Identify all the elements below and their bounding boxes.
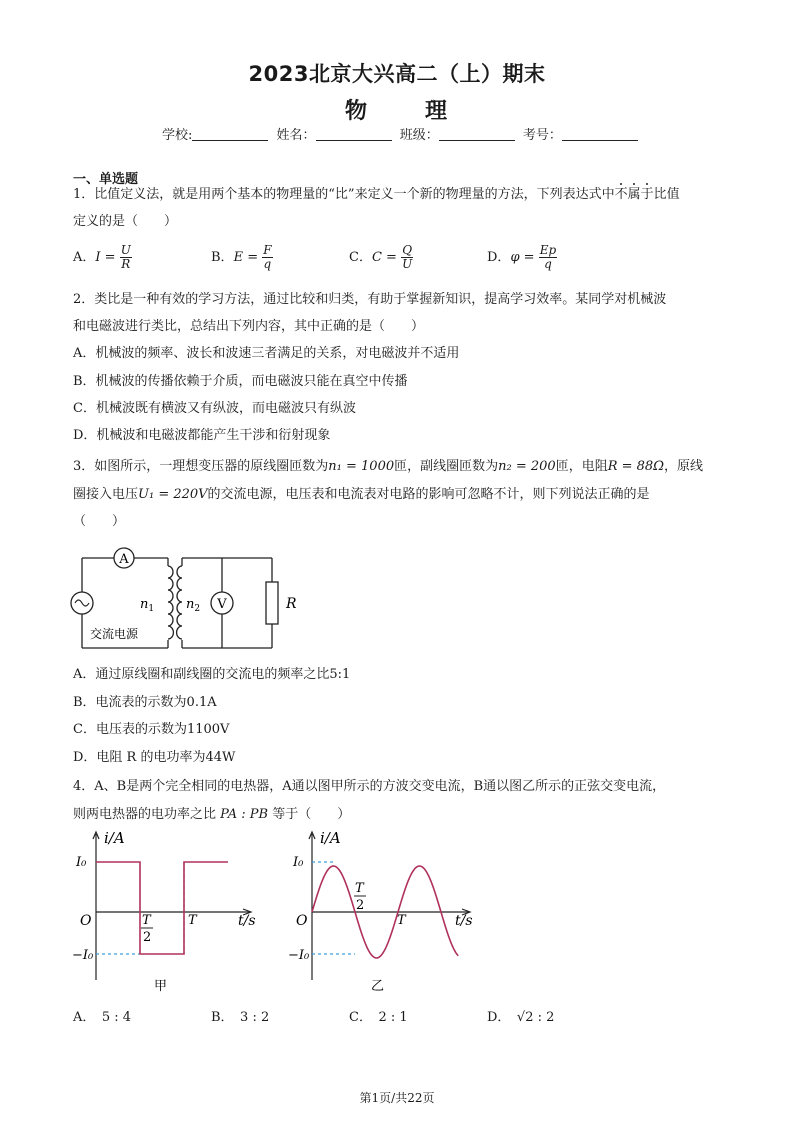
period-label: T xyxy=(397,913,406,928)
pos-amplitude-label: I₀ xyxy=(76,855,87,870)
q3-stem-line2: 圈接入电压U₁ = 220V的交流电源，电压表和电流表对电路的影响可忽略不计，则下列说法正确的是 xyxy=(73,487,650,502)
q2-stem-line1: 2．类比是一种有效的学习方法，通过比较和归类，有助于掌握新知识，提高学习效率。某同学对机械波 xyxy=(73,292,667,307)
q2-stem-line2: 和电磁波进行类比，总结出下列内容，其中正确的是（ ） xyxy=(73,319,425,334)
half-period-num: T xyxy=(142,913,151,928)
q3-option-d[interactable]: D．电阻 R 的电功率为44W xyxy=(73,750,236,765)
q1-option-b[interactable]: B．E = $\frac{F}{q}$ xyxy=(211,243,272,271)
subject-char-1: 物 xyxy=(344,98,369,124)
q1-options xyxy=(73,244,773,278)
subject-char-2: 理 xyxy=(425,98,450,124)
emphasis-char: 于 xyxy=(640,187,654,202)
name-label: 姓名： xyxy=(276,128,316,143)
q1-option-c[interactable]: C．C = $\frac{Q}{U}$ xyxy=(349,243,413,271)
q1-stem-line1: 1．比值定义法，就是用两个基本的物理量的“比”来定义一个新的物理量的方法，下列表达式中不属于比值 xyxy=(73,187,680,202)
q3-stem-line1: 3．如图所示，一理想变压器的原线圈匝数为n₁ = 1000匝，副线圈匝数为n₂ = 200匝，电阻R = 88Ω，原线 xyxy=(73,459,703,474)
ammeter-label: A xyxy=(119,552,129,567)
sine-wave-graph xyxy=(285,826,485,998)
emphasis-char: 不 xyxy=(614,187,628,202)
origin-label: O xyxy=(80,913,92,929)
origin-label: O xyxy=(296,913,308,929)
q1-option-d[interactable]: D．φ = $\frac{Ep}{q}$ xyxy=(487,243,557,271)
exam-subject xyxy=(0,94,794,125)
class-blank[interactable] xyxy=(439,127,515,141)
q1-option-a[interactable]: A．I = $\frac{U}{R}$ xyxy=(73,243,131,271)
half-period-den: 2 xyxy=(356,898,365,913)
neg-amplitude-label: −I₀ xyxy=(72,948,94,963)
pos-amplitude-label: I₀ xyxy=(293,855,304,870)
emphasis-char: 属 xyxy=(627,187,641,202)
exam-no-label: 考号： xyxy=(522,128,562,143)
page-footer: 第1页/共22页 xyxy=(359,1091,435,1105)
q4-option-c[interactable]: C． 2 : 1 xyxy=(349,1010,408,1025)
student-info-line xyxy=(162,124,642,143)
class-label: 班级： xyxy=(399,128,439,143)
q4-option-d[interactable]: D． √2 : 2 xyxy=(487,1010,555,1025)
transformer-circuit-diagram xyxy=(70,542,300,654)
q4-stem-line2: 则两电热器的电功率之比 PA : PB 等于（ ） xyxy=(73,807,351,822)
half-period-num: T xyxy=(355,881,364,896)
half-period-den: 2 xyxy=(143,930,152,945)
school-label: 学校: xyxy=(162,128,193,143)
q4-options xyxy=(73,1006,773,1026)
exam-no-blank[interactable] xyxy=(562,127,638,141)
square-waveform xyxy=(96,862,228,954)
q2-option-b[interactable]: B．机械波的传播依赖于介质，而电磁波只能在真空中传播 xyxy=(73,374,408,389)
name-blank[interactable] xyxy=(316,127,392,141)
q4-option-b[interactable]: B． 3 : 2 xyxy=(211,1010,270,1025)
graph-caption: 甲 xyxy=(154,979,168,994)
q3-option-b[interactable]: B．电流表的示数为0.1A xyxy=(73,695,217,710)
y-axis-label: i/A xyxy=(104,829,125,847)
q4-stem-line1: 4．A、B是两个完全相同的电热器，A通以图甲所示的方波交变电流，B通以图乙所示的正弦交变电流， xyxy=(73,779,666,794)
secondary-turns-label: $n_2$ xyxy=(186,597,201,614)
section-title: 一、单选题 xyxy=(73,172,139,187)
q3-option-a[interactable]: A．通过原线圈和副线圈的交流电的频率之比5:1 xyxy=(73,667,351,682)
q3-stem-line3: （ ） xyxy=(73,514,126,529)
voltmeter-label: V xyxy=(217,597,227,612)
graph-caption: 乙 xyxy=(371,979,385,994)
exam-title: 2023北京大兴高二（上）期末 xyxy=(248,62,546,86)
q2-option-a[interactable]: A．机械波的频率、波长和波速三者满足的关系，对电磁波并不适用 xyxy=(73,346,460,361)
resistor-symbol xyxy=(266,582,278,624)
resistor-label: R xyxy=(286,596,297,612)
square-wave-graph xyxy=(68,826,268,998)
q2-option-c[interactable]: C．机械波既有横波又有纵波，而电磁波只有纵波 xyxy=(73,401,356,416)
x-axis-label: t/s xyxy=(238,913,256,929)
school-blank[interactable] xyxy=(192,127,268,141)
y-axis-label: i/A xyxy=(320,829,341,847)
neg-amplitude-label: −I₀ xyxy=(288,948,310,963)
q3-option-c[interactable]: C．电压表的示数为1100V xyxy=(73,722,230,737)
x-axis-label: t/s xyxy=(455,913,473,929)
q4-option-a[interactable]: A． 5 : 4 xyxy=(73,1010,132,1025)
period-label: T xyxy=(188,913,197,928)
q1-stem-line2: 定义的是（ ） xyxy=(73,214,178,229)
ac-source-label: 交流电源 xyxy=(90,627,139,641)
q2-option-d[interactable]: D．机械波和电磁波都能产生干涉和衍射现象 xyxy=(73,428,331,443)
primary-turns-label: $n_1$ xyxy=(140,597,155,614)
